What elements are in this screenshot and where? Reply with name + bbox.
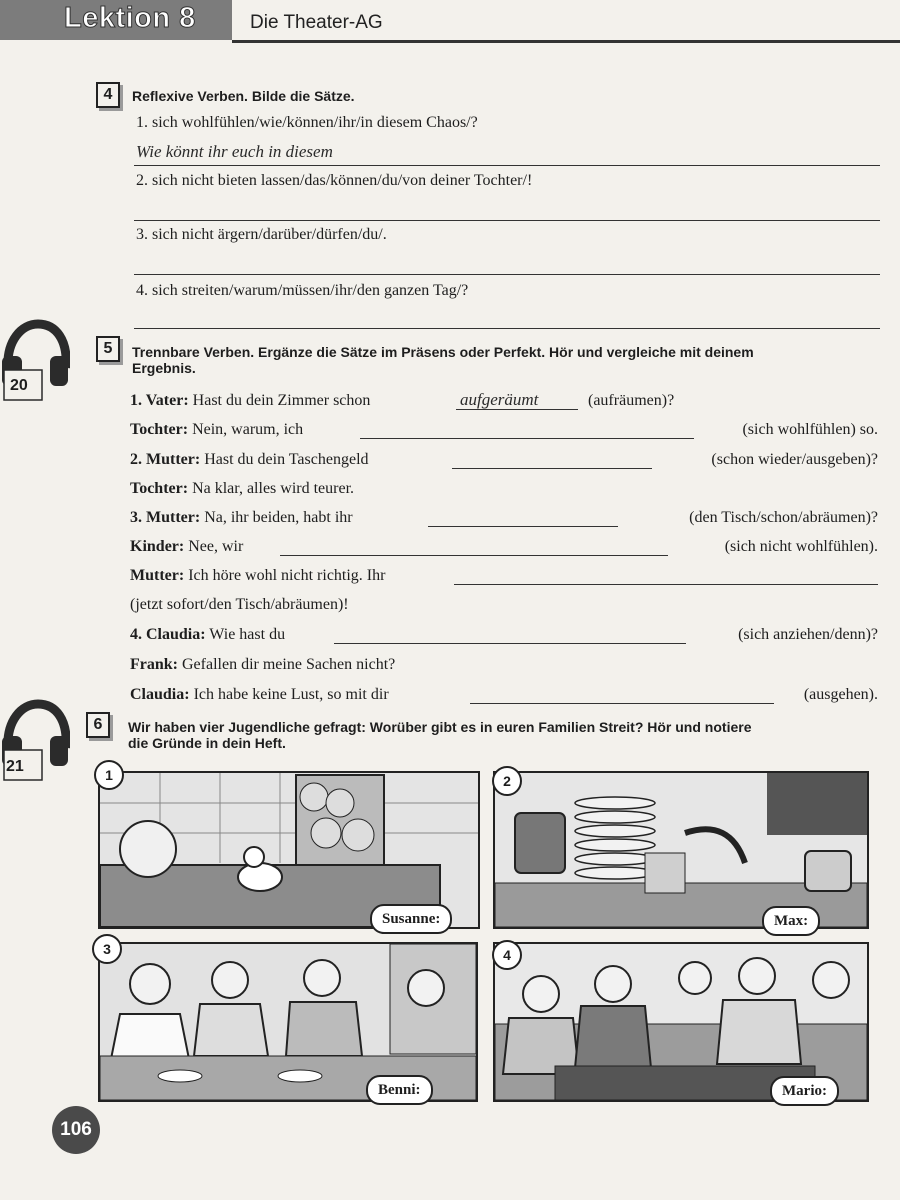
ex4-item-3: 3. sich nicht ärgern/darüber/dürfen/du/. [136,226,387,243]
ex4-answer-line-2[interactable] [134,220,880,221]
picture-4-number: 4 [492,940,522,970]
ex5-line-1: 1. Vater: Hast du dein Zimmer schon aufgeräumt (aufräumen)? [130,390,675,409]
ex5-line-6: Kinder: Nee, wir (sich nicht wohlfühlen). [130,538,878,555]
picture-3-name: Benni: [366,1075,433,1105]
exercise-4-number: 4 [96,82,120,108]
ex4-answer-line-3[interactable] [134,274,880,275]
picture-2-kitchen [493,771,869,929]
ex5-line-7: Mutter: Ich höre wohl nicht richtig. Ihr [130,567,878,589]
ex4-item-1: 1. sich wohlfühlen/wie/können/ihr/in diesem Chaos/? [136,114,478,131]
ex4-item-4: 4. sich streiten/warum/müssen/ihr/den ganzen Tag/? [136,282,469,299]
ex5-blank-6[interactable] [280,555,668,556]
exercise-5-instruction: Trennbare Verben. Ergänze die Sätze im Präsens oder Perfekt. Hör und vergleiche mit deinem Ergebnis. [132,344,754,376]
lesson-title: Lektion 8 [64,2,196,34]
ex5-blank-9[interactable] [334,643,686,644]
ex5-blank-3[interactable] [452,468,652,469]
ex4-answer-line-1[interactable] [134,165,880,166]
ex5-blank-2[interactable] [360,438,694,439]
audio-track-number: 21 [6,758,24,775]
ex5-blank-5[interactable] [428,526,618,527]
picture-2-number: 2 [492,766,522,796]
ex4-answer-line-4[interactable] [134,328,880,329]
picture-1-name: Susanne: [370,904,452,934]
ex4-item-2: 2. sich nicht bieten lassen/das/können/du/von deiner Tochter/! [136,172,533,189]
header-divider [232,40,900,43]
picture-1-number: 1 [94,760,124,790]
picture-4-name: Mario: [770,1076,839,1106]
audio-track-number: 20 [10,377,28,394]
ex5-blank-11[interactable] [470,703,774,704]
ex4-answer-1: Wie könnt ihr euch in diesem [136,142,333,161]
ex5-line-11: Claudia: Ich habe keine Lust, so mit dir (ausgehen). [130,686,878,703]
picture-3-number: 3 [92,934,122,964]
ex5-line-8: (jetzt sofort/den Tisch/abräumen)! [130,596,349,613]
exercise-6-instruction: Wir haben vier Jugendliche gefragt: Worüber gibt es in euren Familien Streit? Hör und notiere die Gründe in dein Heft. [128,719,752,751]
ex5-line-4: Tochter: Na klar, alles wird teurer. [130,480,355,497]
ex5-line-3: 2. Mutter: Hast du dein Taschengeld (schon wieder/ausgeben)? [130,451,878,468]
page-number: 106 [52,1106,100,1154]
exercise-4-instruction: Reflexive Verben. Bilde die Sätze. [132,88,355,104]
ex5-line-2: Tochter: Nein, warum, ich (sich wohlfühlen) so. [130,421,878,438]
ex5-line-9: 4. Claudia: Wie hast du (sich anziehen/denn)? [130,626,878,643]
ex5-line-10: Frank: Gefallen dir meine Sachen nicht? [130,656,396,673]
ex5-line-5: 3. Mutter: Na, ihr beiden, habt ihr (den Tisch/schon/abräumen)? [130,509,878,526]
ex5-blank-7[interactable] [454,584,878,585]
ex5-answer-1: aufgeräumt [460,390,539,409]
ex5-blank-1[interactable] [456,409,578,410]
exercise-6-number: 6 [86,712,110,738]
lesson-theme: Die Theater-AG [250,12,383,33]
exercise-5-number: 5 [96,336,120,362]
picture-2-name: Max: [762,906,820,936]
